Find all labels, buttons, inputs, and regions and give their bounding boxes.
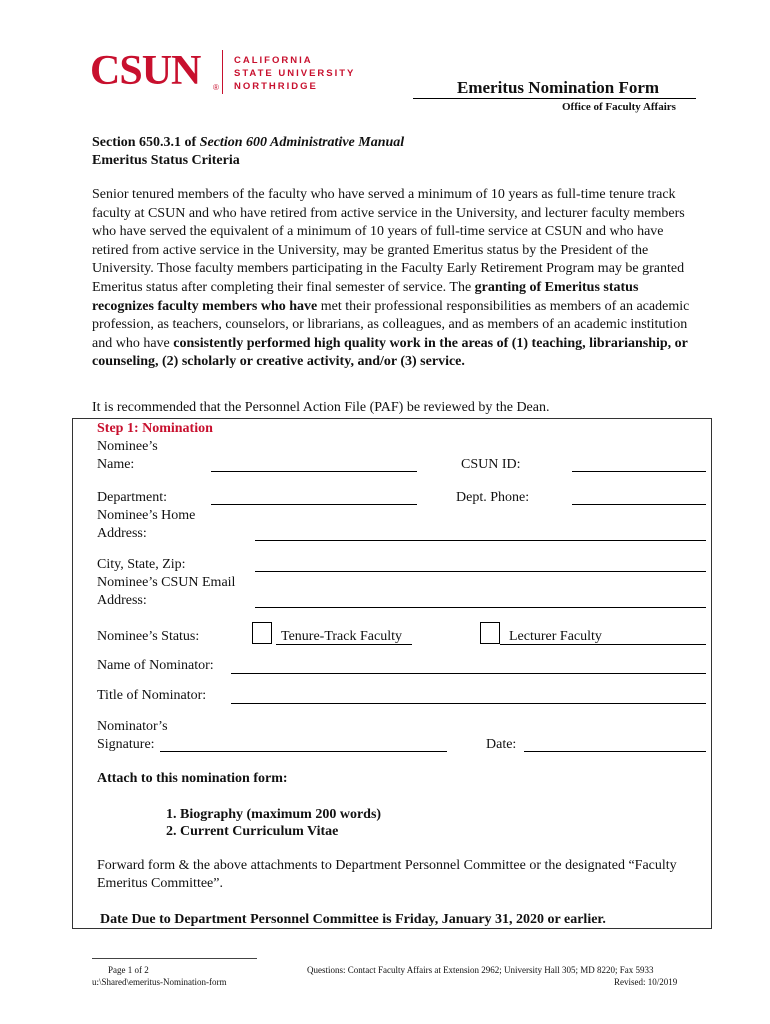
nominee-name-label-line2: Name:	[97, 457, 135, 472]
logo-line-3: NORTHRIDGE	[234, 81, 318, 92]
dept-phone-field[interactable]	[572, 504, 706, 505]
nominator-title-field[interactable]	[231, 703, 706, 704]
nominee-name-field[interactable]	[211, 471, 417, 472]
logo-line-1: CALIFORNIA	[234, 55, 313, 66]
city-state-zip-field[interactable]	[255, 571, 706, 572]
home-address-label-line2: Address:	[97, 526, 147, 541]
dept-phone-label: Dept. Phone:	[456, 490, 530, 505]
attachment-item: 2. Current Curriculum Vitae	[166, 824, 339, 839]
lecturer-checkbox[interactable]	[480, 622, 500, 644]
nominee-name-label	[97, 438, 158, 474]
email-label-line1: Nominee’s CSUN Email	[97, 575, 236, 590]
signature-label-line1: Nominator’s	[97, 719, 168, 734]
criteria-bold-1: granting of Emeritus status recognizes faculty members who have	[92, 279, 639, 314]
date-field[interactable]	[524, 751, 706, 752]
lecturer-label: Lecturer Faculty	[509, 629, 602, 644]
tenure-track-checkbox[interactable]	[252, 622, 272, 644]
step-heading: Step 1: Nomination	[97, 421, 213, 436]
forward-instructions: Forward form & the above attachments to Department Personnel Committee or the designated “Faculty Emeritus Committee”.	[97, 858, 677, 891]
csun-id-field[interactable]	[572, 471, 706, 472]
section-prefix: Section 650.3.1 of	[92, 135, 200, 150]
email-field[interactable]	[255, 607, 706, 608]
criteria-heading: Emeritus Status Criteria	[92, 153, 240, 168]
nominator-name-label: Name of Nominator:	[97, 658, 214, 673]
recommendation-note: It is recommended that the Personnel Action File (PAF) be reviewed by the Dean.	[92, 400, 550, 415]
email-label-line2: Address:	[97, 593, 147, 608]
criteria-bold-2: consistently performed high quality work in the areas of (1) teaching, librarianship, or counseling, (2) scholarly or creative activity, and/or (3) service.	[92, 335, 688, 370]
date-label: Date:	[486, 737, 517, 752]
nominee-name-label-line1: Nominee’s	[97, 439, 158, 454]
csun-logo-wordmark: CSUN	[90, 48, 201, 94]
footer-questions: Questions: Contact Faculty Affairs at Extension 2962; University Hall 305; MD 8220; Fax 5933	[307, 965, 654, 975]
status-label: Nominee’s Status:	[97, 629, 200, 644]
home-address-label	[97, 507, 195, 543]
criteria-text-1: Senior tenured members of the faculty who have served a minimum of 10 years as full-time tenure track faculty at CSUN and who have retired from active service in the University, and lecturer faculty members who have served the equivalent of a minimum of 10 years of full-time service at CSUN and who have retired from active service in the University, may be granted Emeritus status by the President of the University. Those faculty members participating in the Faculty Early Retirement Program may be granted Emeritus status after completing their final semester of service. The	[92, 187, 685, 295]
registered-mark: ®	[213, 83, 219, 92]
city-state-zip-label: City, State, Zip:	[97, 557, 186, 572]
criteria-text-2: met their professional responsibilities as members of an academic profession, as teachers, counselors, or librarians, as colleagues, and as members of an academic institution and who have	[92, 298, 690, 351]
logo-institution-name	[234, 54, 355, 93]
lecturer-underline	[500, 644, 706, 645]
home-address-label-line1: Nominee’s Home	[97, 508, 196, 523]
due-date-notice: Date Due to Department Personnel Committee is Friday, January 31, 2020 or earlier.	[100, 912, 606, 927]
attachment-item: 1. Biography (maximum 200 words)	[166, 807, 382, 822]
section-heading	[92, 134, 404, 170]
signature-field[interactable]	[160, 751, 447, 752]
criteria-paragraph	[92, 186, 700, 372]
nominator-title-label: Title of Nominator:	[97, 688, 207, 703]
signature-label-line2: Signature:	[97, 737, 155, 752]
footer-path: u:\Shared\emeritus-Nomination-form	[92, 977, 227, 987]
tenure-track-label: Tenure-Track Faculty	[281, 629, 402, 644]
form-subtitle: Office of Faculty Affairs	[562, 101, 676, 113]
tenure-track-underline	[276, 644, 412, 645]
footer-revised: Revised: 10/2019	[614, 977, 678, 987]
signature-label	[97, 718, 168, 754]
section-manual: Section 600 Administrative Manual	[199, 135, 405, 150]
csun-id-label: CSUN ID:	[461, 457, 521, 472]
logo-line-2: STATE UNIVERSITY	[234, 68, 356, 79]
form-title: Emeritus Nomination Form	[457, 78, 660, 97]
email-label	[97, 574, 235, 610]
home-address-field[interactable]	[255, 540, 706, 541]
logo-divider	[222, 50, 223, 94]
footer-page: Page 1 of 2	[108, 965, 149, 975]
nominator-name-field[interactable]	[231, 673, 706, 674]
department-label: Department:	[97, 490, 167, 505]
title-rule	[413, 98, 696, 99]
attach-heading: Attach to this nomination form:	[97, 771, 288, 786]
department-field[interactable]	[211, 504, 417, 505]
footer-rule	[92, 958, 257, 959]
